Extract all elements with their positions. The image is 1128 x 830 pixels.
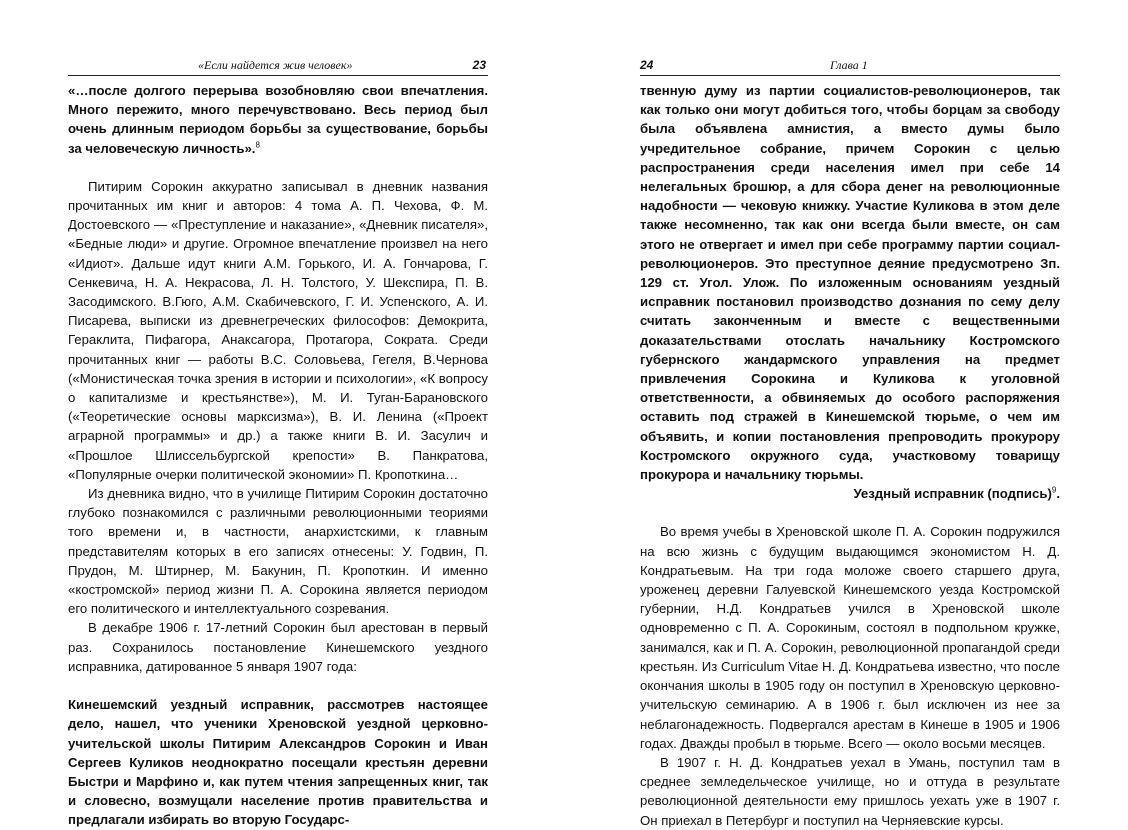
paragraph: Во время учебы в Хреновской школе П. А. Сорокин подружился на всю жизнь с будущим выдающимся экономистом Н. Д. Кондратьевым. На три года моложе своего старшего друга, уроженец деревни Галуевской Кинешемского уезда Костромской губернии, Н.Д. Кондратьев учился в Хреновской школе одновременно с П. А. Сорокиным, состоял в подпольном кружке, занимался, как и П. А. Сорокин, революционной пропагандой среди крестьян. Из Curriculum Vitae Н. Д. Кондратьева известно, что после окончания школы в 1905 году он поступил в Хреновскую церковно-учительскую семинарию. А в 1906 г. был исключен из нее за неблагонадежность. Подвергался арестам в Кинеше в 1905 и 1906 годах. Дважды пробыл в тюрьме. Всего — около восьми месяцев. [640, 524, 1060, 751]
paragraph: Из дневника видно, что в училище Питирим Сорокин достаточно глубоко познакомился с различными революционными теориями того времени и, в частности, анархистскими, к главным представителям которых в его записях отнесены: У. Годвин, П. Прудон, М. Штирнер, М. Бакунин, П. Кропоткин. И именно «костромской» период жизни П. А. Сорокина является периодом его политического и интеллектуального созревания. [68, 486, 488, 617]
paragraph: В декабре 1906 г. 17-летний Сорокин был арестован в первый раз. Сохранилось постановление Кинешемского уездного исправника, датированное 5 января 1907 года: [68, 620, 488, 674]
footnote-marker: 8 [255, 140, 260, 150]
decree-text: Кинешемский уездный исправник, рассмотрев настоящее дело, нашел, что ученики Хреновской уездной церковно-учительской школы Питирим Александров Сорокин и Иван Сергеев Куликов неоднократно посещали крестьян деревни Быстри и Марфино и, как путем чтения запрещенных книг, так и словесно, возмущали население против правительства и предлагали избирать во вторую Государс- [68, 697, 488, 828]
left-running-head [68, 57, 488, 76]
left-page [68, 0, 488, 828]
right-running-head [640, 57, 1060, 76]
running-title: «Если найдется жив человек» [198, 58, 353, 72]
chapter-title: Глава 1 [830, 58, 868, 72]
diary-quote-text: «…после долгого перерыва возобновляю свои впечатления. Много пережито, много перечувствовано. Весь период был очень длинным периодом борьбы за существование, борьбы за человеческую личность». [68, 83, 488, 156]
footnote-marker: 9 [1051, 485, 1057, 495]
right-page [640, 0, 1060, 828]
right-page-body [640, 81, 1060, 830]
page-number: 23 [472, 58, 486, 72]
signature-text: Уездный исправник (подпись) [853, 486, 1052, 502]
paragraph: Питирим Сорокин аккуратно записывал в дневник названия прочитанных им книг и авторов: 4 тома А. П. Чехова, Ф. М. Достоевского — «Преступление и наказание», «Дневник писателя», «Бедные люди» и другие. Огромное впечатление произвел на него «Идиот». Дальше идут книги А.М. Горького, И. А. Гончарова, Г. Сенкевича, Н. А. Некрасова, Л. Н. Толстого, У. Шекспира, П. В. Засодимского. В.Гюго, А.М. Скабичевского, Г. И. Успенского, А. И. Писарева, выписки из древнегреческих философов: Демокрита, Гераклита, Пифагора, Анаксагора, Протагора, Сократа. Среди прочитанных книг — работы В.С. Соловьева, Гегеля, В.Чернова («Монистическая точка зрения в истории и психологии», «К вопросу о капитализме и крестьянстве»), М. И. Туган-Барановского («Теоретические основы марксизма»), В. И. Ленина («Проект аграрной программы» и др.) а также книги В. И. Засулич и «Прошлое Шлиссельбургской крепости» В. Панкратова, «Популярные очерки политической экономии» П. Кропоткина… [68, 178, 488, 482]
decree-text-continued: твенную думу из партии социалистов-революционеров, так как только они могут добиться того, чтобы борцам за свободу была объявлена амнистия, а вместо думы было учредительное собрание, причем Сорокин с целью распространения среди населения имел при себе 14 нелегальных брошюр, а для сбора денег на революционные надобности — чековую книжку. Участие Куликова в этом деле также несомненно, так как они всегда были вместе, он сам этого не отвергает и имел при себе программу партии социал-революционеров. Это преступное деяние предусмотрено Зп. 129 ст. Угол. Улож. По изложенным основаниям уездный исправник постановил производство дознания по сему делу считать законченным и вместе с вещественными доказательствами отослать начальнику Костромского губернского жандармского управления на предмет привлечения Сорокина и Куликова к уголовной ответственности, а обвиняемых до особого распоряжения оставить под стражей в Кинешемской тюрьме, о чем им объявить, и копии постановления препроводить прокурору Костромского окружного суда, участковому товарищу прокурора и начальнику тюрьмы. [640, 83, 1060, 483]
page-number: 24 [640, 58, 654, 72]
paragraph: В 1907 г. Н. Д. Кондратьев уехал в Умань, поступил там в среднее земледельческое училище, но и оттуда в результате революционной деятельности ему пришлось уехать уже в 1907 г. Он приехал в Петербург и поступил на Черняевские курсы. [640, 754, 1060, 828]
left-page-body [68, 81, 488, 830]
signature-line: Уездный исправник (подпись)$^9$. [853, 485, 1060, 502]
diary-quote [68, 81, 488, 158]
